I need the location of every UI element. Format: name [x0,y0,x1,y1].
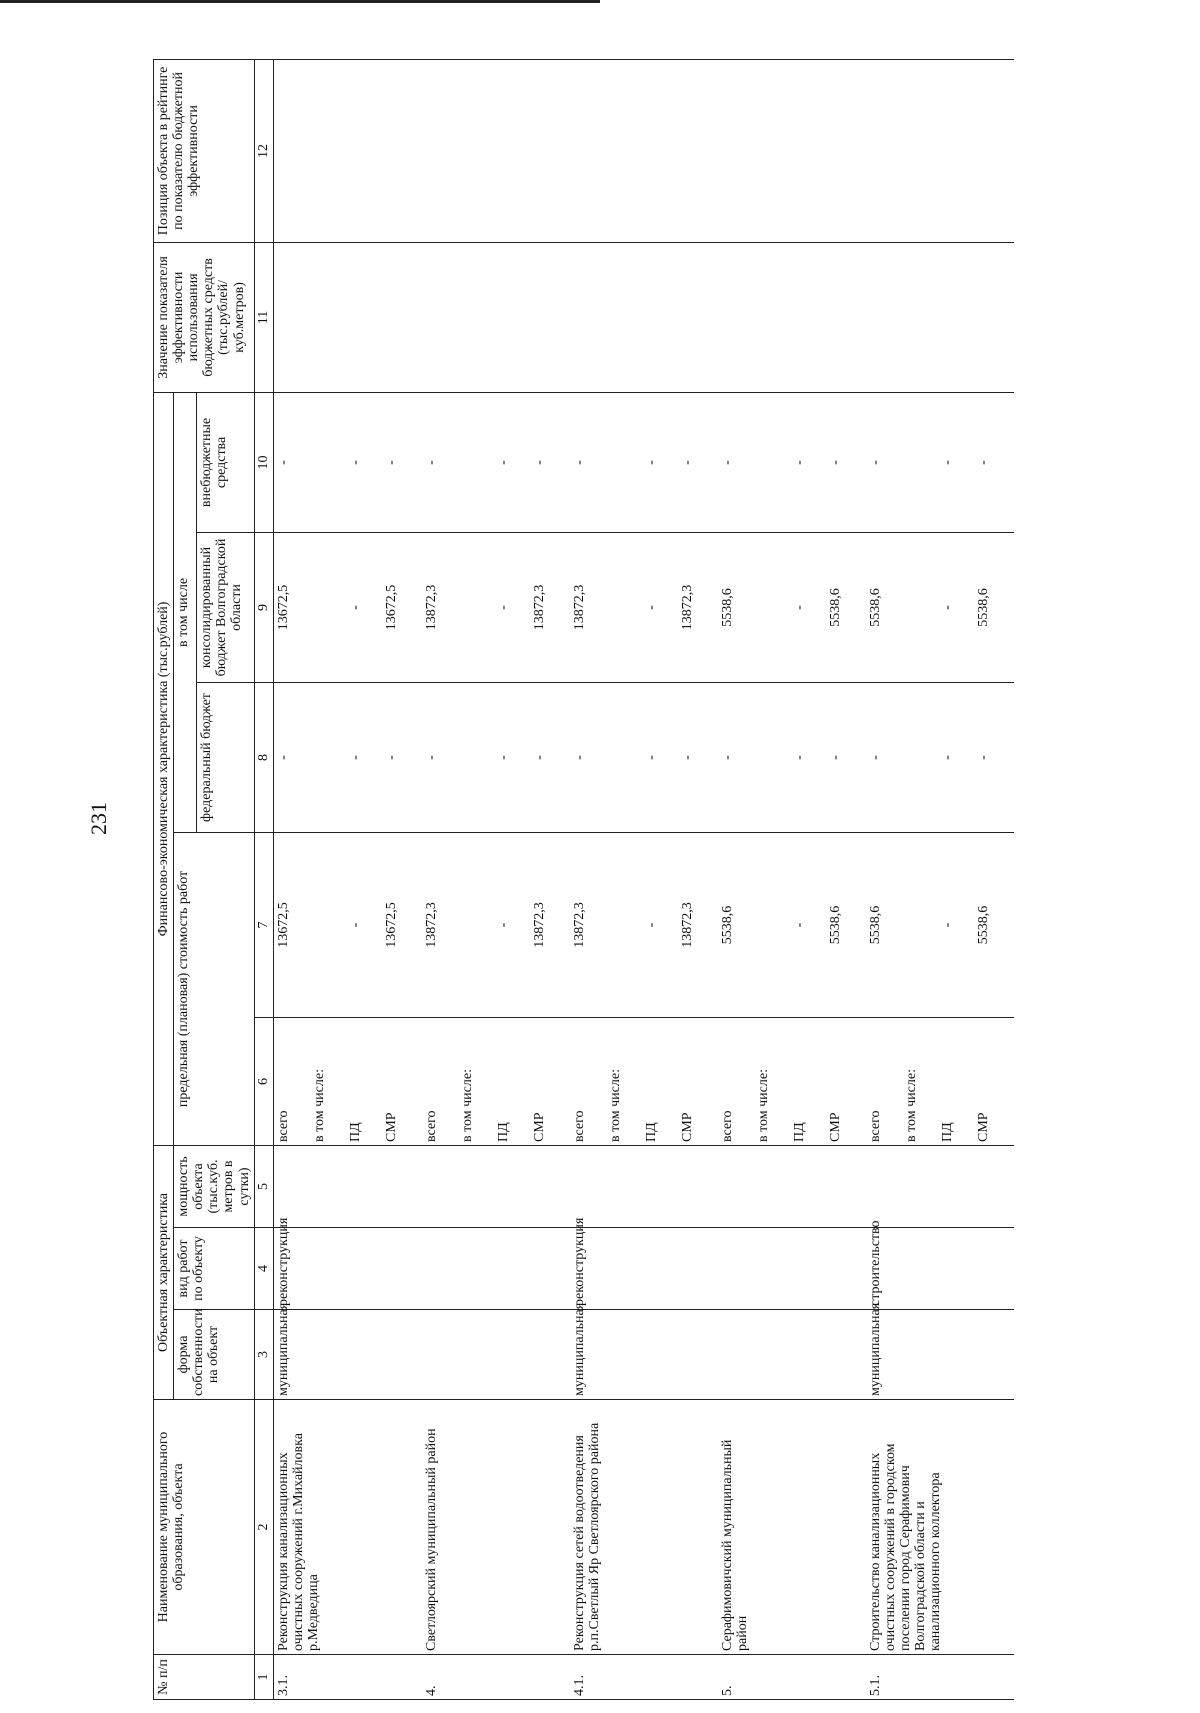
federal-budget-value: - [495,755,511,760]
object-name: Серафимовичский муниципальный район [718,1400,866,1655]
header-limit-cost: предельная (плановая) стоимость работ [174,833,255,1146]
nonbudget-funds-value: - [275,460,291,465]
cost-total-value [904,836,940,1014]
cost-label-value: всего [867,1110,883,1142]
cost-label-value: в том числе: [311,1069,327,1142]
table-header [154,59,274,1699]
cost-label [273,1018,422,1146]
cost-label-value: в том числе: [459,1069,475,1142]
federal-budget [422,683,570,833]
consolidated-budget-value: - [495,605,511,610]
efficiency-value [422,242,570,392]
header-num: № п/п [154,1655,255,1700]
federal-budget-value: - [571,755,587,760]
work-type [718,1228,866,1310]
header-work-type: вид работ по объекту [174,1228,255,1310]
nonbudget-funds-value: - [791,460,807,465]
nonbudget-funds [273,392,422,532]
table-row [718,59,866,1699]
cost-label-value: всего [423,1110,439,1142]
column-number: 8 [254,683,273,833]
ownership-form: муниципальная [570,1310,718,1400]
consolidated-budget-value: - [791,605,807,610]
federal-budget-value: - [347,755,363,760]
federal-budget-value [904,686,940,829]
work-type: строительство [866,1228,1014,1310]
table-body [273,59,1014,1699]
scan-edge-line [0,0,600,3]
object-name: Реконструкция сетей водоотведения р.п.Светлый Яр Светлоярского района [570,1400,718,1655]
cost-total [273,833,422,1018]
rating-position [718,59,866,242]
cost-total-value: - [791,922,807,928]
cost-total-value: - [643,922,659,928]
efficiency-value [570,242,718,392]
cost-label-value: ПД [643,1122,659,1142]
cost-total [570,833,718,1018]
nonbudget-funds-value: - [643,460,659,465]
nonbudget-funds-value: - [939,460,955,465]
cost-total-value [608,836,644,1014]
column-numbers-row [254,59,273,1699]
budget-table [153,59,1014,1700]
cost-total-value: 13672,5 [275,902,291,948]
federal-budget-value: - [827,755,843,760]
cost-total-value [756,836,792,1014]
nonbudget-funds [866,392,1014,532]
nonbudget-funds-value [904,396,940,529]
ownership-form: муниципальная [273,1310,422,1400]
federal-budget [866,683,1014,833]
nonbudget-funds-value [312,396,348,529]
cost-total-value [460,836,496,1014]
capacity [273,1146,422,1228]
cost-label [570,1018,718,1146]
consolidated-budget-value: 13872,3 [679,584,695,631]
federal-budget-value [460,686,496,829]
federal-budget-value: - [679,755,695,760]
cost-total [866,833,1014,1018]
cost-total-value: 5538,6 [867,905,883,945]
federal-budget-value: - [867,755,883,760]
rating-position [273,59,422,242]
federal-budget-value: - [975,755,991,760]
header-efficiency: Значение показателя эффективности использования бюджетных средств (тыс.рублей/куб.метров) [154,242,255,392]
nonbudget-funds-value: - [975,460,991,465]
page-number: 231 [86,802,111,835]
cost-label-value: в том числе: [755,1069,771,1142]
row-number: 5.1. [866,1655,1014,1700]
object-name: Строительство канализационных очистных сооружений в городском поселении город Серафимович Волгоградской области и канализационного коллектора [866,1400,1014,1655]
work-type [422,1228,570,1310]
column-number: 11 [254,242,273,392]
row-number: 5. [718,1655,866,1700]
consolidated-budget-value: 5538,6 [867,588,883,627]
consolidated-budget-value: 13672,5 [383,584,399,631]
cost-label [718,1018,866,1146]
cost-total-value: - [347,922,363,928]
consolidated-budget-value [756,536,792,679]
column-number: 1 [254,1655,273,1700]
cost-total-value: - [495,922,511,928]
federal-budget [273,683,422,833]
cost-label-value: всего [571,1110,587,1142]
column-number: 7 [254,833,273,1018]
cost-label-value: СМР [531,1112,547,1142]
cost-total-value: 13872,3 [531,902,547,948]
header-financial-characteristics: Финансово-экономическая характеристика (тыс.рублей) [154,392,174,1145]
column-number: 10 [254,392,273,532]
nonbudget-funds [422,392,570,532]
consolidated-budget-value: 5538,6 [975,588,991,627]
column-number: 9 [254,533,273,683]
efficiency-value [273,242,422,392]
table-row [273,59,422,1699]
header-nonbudget-funds: внебюджетные средства [197,392,255,532]
consolidated-budget-value [608,536,644,679]
nonbudget-funds-value: - [867,460,883,465]
cost-label-value: ПД [791,1122,807,1142]
cost-total-value: 13672,5 [383,902,399,948]
nonbudget-funds-value [460,396,496,529]
cost-total-value: - [939,922,955,928]
column-number: 6 [254,1018,273,1146]
cost-total-value: 13872,3 [423,902,439,948]
cost-label-value: СМР [679,1112,695,1142]
nonbudget-funds-value: - [531,460,547,465]
rating-position [422,59,570,242]
column-number: 12 [254,59,273,242]
capacity [422,1146,570,1228]
budget-table-sheet [153,66,991,1700]
consolidated-budget-value: 13872,3 [571,584,587,631]
rating-position [570,59,718,242]
header-name: Наименование муниципального образования, объекта [154,1400,255,1655]
capacity [866,1146,1014,1228]
column-number: 5 [254,1146,273,1228]
cost-total [422,833,570,1018]
ownership-form [718,1310,866,1400]
header-including: в том числе [174,392,197,832]
consolidated-budget-value: 13872,3 [423,584,439,631]
cost-label [866,1018,1014,1146]
object-name: Светлоярский муниципальный район [422,1400,570,1655]
cost-label-value: СМР [975,1112,991,1142]
consolidated-budget-value: - [347,605,363,610]
consolidated-budget-value: 13672,5 [275,584,291,631]
cost-total-value: 5538,6 [719,905,735,945]
header-consolidated-budget: консолидированный бюджет Волгоградской области [197,533,255,683]
cost-label-value: в том числе: [903,1069,919,1142]
federal-budget-value [312,686,348,829]
nonbudget-funds-value: - [827,460,843,465]
table-row [570,59,718,1699]
consolidated-budget-value: - [939,605,955,610]
header-object-characteristics: Объектная характеристика [154,1146,174,1400]
federal-budget-value: - [643,755,659,760]
efficiency-value [866,242,1014,392]
consolidated-budget [422,533,570,683]
cost-label-value: СМР [383,1112,399,1142]
nonbudget-funds [570,392,718,532]
work-type: реконструкция [273,1228,422,1310]
row-number: 4. [422,1655,570,1700]
federal-budget-value: - [423,755,439,760]
consolidated-budget [570,533,718,683]
cost-total-value: 13872,3 [571,902,587,948]
column-number: 3 [254,1310,273,1400]
ownership-form: муниципальная [866,1310,1014,1400]
ownership-form [422,1310,570,1400]
cost-label-value: ПД [939,1122,955,1142]
column-number: 2 [254,1400,273,1655]
cost-total-value [312,836,348,1014]
capacity [718,1146,866,1228]
cost-total-value: 5538,6 [827,905,843,945]
object-name: Реконструкция канализационных очистных сооружений г.Михайловка р.Медведица [273,1400,422,1655]
consolidated-budget-value [312,536,348,679]
nonbudget-funds [718,392,866,532]
cost-total-value: 13872,3 [679,902,695,948]
nonbudget-funds-value: - [383,460,399,465]
cost-total-value: 5538,6 [975,905,991,945]
consolidated-budget-value: - [643,605,659,610]
header-capacity: мощность объекта (тыс.куб. метров в сутки) [174,1146,255,1228]
rating-position [866,59,1014,242]
consolidated-budget [273,533,422,683]
federal-budget [570,683,718,833]
header-rating-position: Позиция объекта в рейтинге по показателю бюджетной эффективности [154,59,255,242]
nonbudget-funds-value: - [571,460,587,465]
cost-label-value: ПД [495,1122,511,1142]
efficiency-value [718,242,866,392]
table-row [866,59,1014,1699]
capacity [570,1146,718,1228]
work-type: реконструкция [570,1228,718,1310]
federal-budget-value: - [719,755,735,760]
nonbudget-funds-value: - [423,460,439,465]
consolidated-budget-value [904,536,940,679]
consolidated-budget-value: 5538,6 [827,588,843,627]
nonbudget-funds-value: - [495,460,511,465]
cost-label-value: всего [719,1110,735,1142]
federal-budget-value: - [383,755,399,760]
consolidated-budget-value: 5538,6 [719,588,735,627]
table-row [422,59,570,1699]
federal-budget [718,683,866,833]
federal-budget-value [608,686,644,829]
nonbudget-funds-value: - [347,460,363,465]
row-number: 4.1. [570,1655,718,1700]
nonbudget-funds-value [608,396,644,529]
consolidated-budget-value: 13872,3 [531,584,547,631]
federal-budget-value: - [939,755,955,760]
nonbudget-funds-value: - [679,460,695,465]
consolidated-budget [866,533,1014,683]
header-ownership-form: форма собственности на объект [174,1310,255,1400]
federal-budget-value: - [791,755,807,760]
header-federal-budget: федеральный бюджет [197,683,255,833]
federal-budget-value: - [275,755,291,760]
cost-label-value: всего [275,1110,291,1142]
cost-label-value: СМР [827,1112,843,1142]
consolidated-budget [718,533,866,683]
federal-budget-value: - [531,755,547,760]
nonbudget-funds-value: - [719,460,735,465]
cost-total [718,833,866,1018]
cost-label-value: ПД [347,1122,363,1142]
row-number: 3.1. [273,1655,422,1700]
column-number: 4 [254,1228,273,1310]
federal-budget-value [756,686,792,829]
nonbudget-funds-value [756,396,792,529]
consolidated-budget-value [460,536,496,679]
cost-label-value: в том числе: [607,1069,623,1142]
cost-label [422,1018,570,1146]
